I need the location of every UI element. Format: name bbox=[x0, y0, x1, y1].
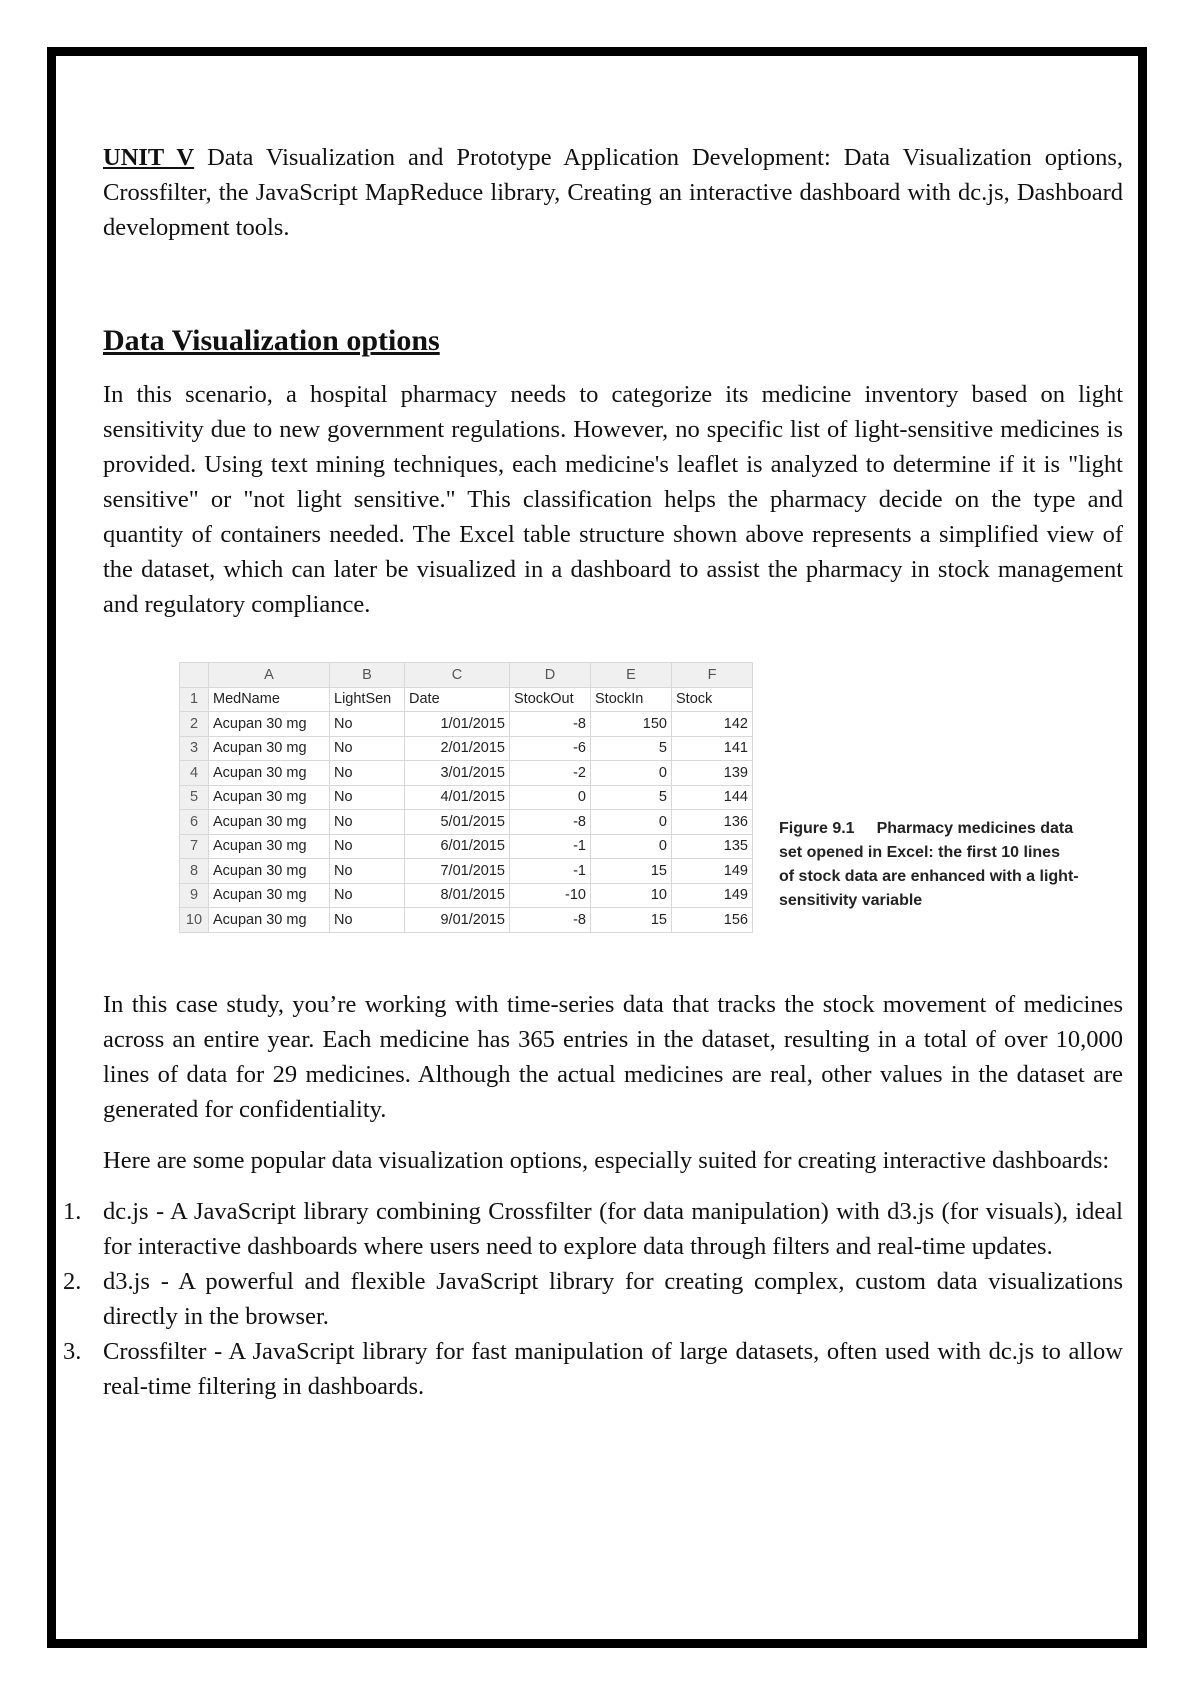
list-item-text: d3.js - A powerful and flexible JavaScript library for creating complex, custom data visualizations directly in the browser. bbox=[103, 1268, 1123, 1330]
table-row bbox=[180, 712, 753, 737]
table-row bbox=[180, 834, 753, 859]
row-number: 4 bbox=[180, 761, 209, 786]
header-cell: MedName bbox=[209, 687, 330, 712]
header-row bbox=[180, 687, 753, 712]
header-cell: LightSen bbox=[330, 687, 405, 712]
table-cell: Acupan 30 mg bbox=[209, 712, 330, 737]
figure-label: Figure 9.1 bbox=[779, 820, 855, 837]
table-cell: No bbox=[330, 736, 405, 761]
table-cell: 142 bbox=[672, 712, 753, 737]
column-letter-row bbox=[180, 663, 753, 688]
table-cell: No bbox=[330, 908, 405, 933]
figure bbox=[103, 662, 1123, 942]
table-row bbox=[180, 736, 753, 761]
table-cell: No bbox=[330, 834, 405, 859]
table-cell: 139 bbox=[672, 761, 753, 786]
table-row bbox=[180, 859, 753, 884]
row-number: 8 bbox=[180, 859, 209, 884]
column-letter: A bbox=[209, 663, 330, 688]
table-cell: Acupan 30 mg bbox=[209, 834, 330, 859]
list-marker: 3. bbox=[63, 1338, 82, 1365]
list-marker: 1. bbox=[63, 1198, 82, 1225]
table-cell: Acupan 30 mg bbox=[209, 883, 330, 908]
row-number: 3 bbox=[180, 736, 209, 761]
table-cell: -8 bbox=[510, 908, 591, 933]
table-cell: Acupan 30 mg bbox=[209, 859, 330, 884]
table-cell: -8 bbox=[510, 810, 591, 835]
table-cell: 5/01/2015 bbox=[405, 810, 510, 835]
list-marker: 2. bbox=[63, 1268, 82, 1295]
table-cell: 135 bbox=[672, 834, 753, 859]
column-letter: C bbox=[405, 663, 510, 688]
table-cell: 8/01/2015 bbox=[405, 883, 510, 908]
row-number: 5 bbox=[180, 785, 209, 810]
header-cell: Stock bbox=[672, 687, 753, 712]
corner-cell bbox=[180, 663, 209, 688]
table-cell: -6 bbox=[510, 736, 591, 761]
scenario-paragraph: In this scenario, a hospital pharmacy needs to categorize its medicine inventory based on light sensitivity due to new government regulations. However, no specific list of light-sensitive medicines is provided. Using text mining techniques, each medicine's leaflet is analyzed to determine if it is "light sensitive" or "not light sensitive." This classification helps the pharmacy decide on the type and quantity of containers needed. The Excel table structure shown above represents a simplified view of the dataset, which can later be visualized in a dashboard to assist the pharmacy in stock management and regulatory compliance. bbox=[103, 381, 1123, 618]
column-letter: F bbox=[672, 663, 753, 688]
table-cell: 15 bbox=[591, 859, 672, 884]
table-cell: 15 bbox=[591, 908, 672, 933]
column-letter: D bbox=[510, 663, 591, 688]
table-cell: No bbox=[330, 859, 405, 884]
table-cell: 141 bbox=[672, 736, 753, 761]
document-body bbox=[63, 140, 1123, 1404]
table-cell: Acupan 30 mg bbox=[209, 736, 330, 761]
row-number: 10 bbox=[180, 908, 209, 933]
table-cell: 5 bbox=[591, 785, 672, 810]
row-number: 7 bbox=[180, 834, 209, 859]
table-cell: 156 bbox=[672, 908, 753, 933]
row-number: 2 bbox=[180, 712, 209, 737]
figure-caption-text: Pharmacy medicines data set opened in Excel: the first 10 lines of stock data are enhanced with a light-sensitivity variable bbox=[779, 820, 1079, 909]
list-item bbox=[63, 1334, 1123, 1404]
header-cell: Date bbox=[405, 687, 510, 712]
table-cell: 0 bbox=[591, 810, 672, 835]
table-cell: No bbox=[330, 810, 405, 835]
unit-intro bbox=[103, 140, 1123, 245]
table-cell: -8 bbox=[510, 712, 591, 737]
table-cell: Acupan 30 mg bbox=[209, 761, 330, 786]
table-cell: 144 bbox=[672, 785, 753, 810]
list-item-text: Crossfilter - A JavaScript library for fast manipulation of large datasets, often used with dc.js to allow real-time filtering in dashboards. bbox=[103, 1338, 1123, 1400]
table-cell: 149 bbox=[672, 883, 753, 908]
table-cell: No bbox=[330, 883, 405, 908]
unit-label: UNIT V bbox=[103, 144, 195, 171]
case-study-paragraph: In this case study, you’re working with time-series data that tracks the stock movement of medicines across an entire year. Each medicine has 365 entries in the dataset, resulting in a total of over 10,000 lines of data for 29 medicines. Although the actual medicines are real, other values in the dataset are generated for confidentiality. bbox=[103, 991, 1123, 1123]
table-cell: Acupan 30 mg bbox=[209, 810, 330, 835]
row-number: 1 bbox=[180, 687, 209, 712]
table-row bbox=[180, 761, 753, 786]
table-row bbox=[180, 785, 753, 810]
table-cell: 9/01/2015 bbox=[405, 908, 510, 933]
row-number: 9 bbox=[180, 883, 209, 908]
table-cell: -1 bbox=[510, 859, 591, 884]
table-cell: No bbox=[330, 712, 405, 737]
table-cell: 4/01/2015 bbox=[405, 785, 510, 810]
table-cell: 0 bbox=[591, 761, 672, 786]
table-cell: 7/01/2015 bbox=[405, 859, 510, 884]
table-cell: 5 bbox=[591, 736, 672, 761]
table-cell: Acupan 30 mg bbox=[209, 908, 330, 933]
table-cell: 2/01/2015 bbox=[405, 736, 510, 761]
table-cell: 6/01/2015 bbox=[405, 834, 510, 859]
table-cell: No bbox=[330, 761, 405, 786]
header-cell: StockOut bbox=[510, 687, 591, 712]
table-cell: -2 bbox=[510, 761, 591, 786]
table-cell: Acupan 30 mg bbox=[209, 785, 330, 810]
table-cell: No bbox=[330, 785, 405, 810]
table-cell: 136 bbox=[672, 810, 753, 835]
table-cell: 149 bbox=[672, 859, 753, 884]
list-item bbox=[63, 1264, 1123, 1334]
table-cell: 10 bbox=[591, 883, 672, 908]
table-cell: 0 bbox=[510, 785, 591, 810]
list-item bbox=[63, 1194, 1123, 1264]
table-row bbox=[180, 908, 753, 933]
table-row bbox=[180, 810, 753, 835]
options-list bbox=[63, 1194, 1123, 1404]
table-row bbox=[180, 883, 753, 908]
header-cell: StockIn bbox=[591, 687, 672, 712]
row-number: 6 bbox=[180, 810, 209, 835]
column-letter: B bbox=[330, 663, 405, 688]
unit-description: Data Visualization and Prototype Application Development: Data Visualization options, Crossfilter, the JavaScript MapReduce library, Creating an interactive dashboard with dc.js, Dashboard development tools. bbox=[103, 144, 1123, 241]
figure-caption bbox=[779, 817, 1079, 913]
options-intro-paragraph: Here are some popular data visualization options, especially suited for creating interactive dashboards: bbox=[103, 1147, 1110, 1174]
spreadsheet-table bbox=[179, 662, 753, 933]
table-cell: -1 bbox=[510, 834, 591, 859]
table-cell: 0 bbox=[591, 834, 672, 859]
column-letter: E bbox=[591, 663, 672, 688]
list-item-text: dc.js - A JavaScript library combining Crossfilter (for data manipulation) with d3.js (for visuals), ideal for interactive dashboards where users need to explore data through filters and real-time updates. bbox=[103, 1198, 1123, 1260]
table-cell: 1/01/2015 bbox=[405, 712, 510, 737]
table-cell: 3/01/2015 bbox=[405, 761, 510, 786]
table-cell: 150 bbox=[591, 712, 672, 737]
section-heading: Data Visualization options bbox=[103, 324, 440, 357]
table-cell: -10 bbox=[510, 883, 591, 908]
